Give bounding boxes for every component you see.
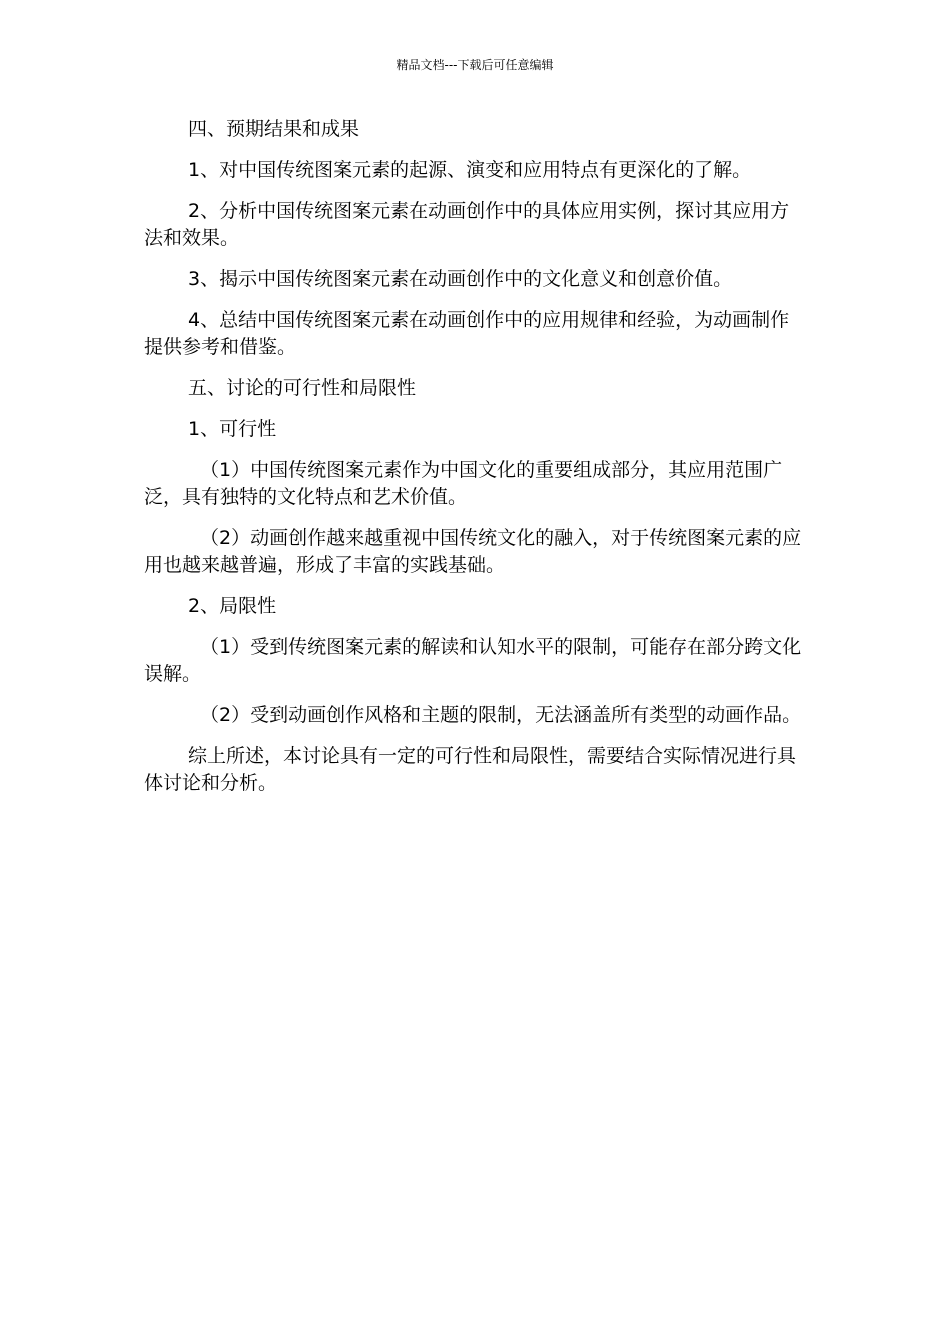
feasibility-item-1: （1）中国传统图案元素作为中国文化的重要组成部分，其应用范围广泛，具有独特的文化特点和艺术价值。 — [144, 459, 783, 508]
page-header: 精品文档---下载后可任意编辑 — [396, 58, 554, 72]
result-item-4: 4、总结中国传统图案元素在动画创作中的应用规律和经验，为动画制作提供参考和借鉴。 — [144, 309, 790, 358]
section-heading-feasibility: 五、讨论的可行性和局限性 — [188, 377, 417, 399]
document-body — [144, 116, 806, 811]
subheading-feasibility: 1、可行性 — [188, 418, 277, 440]
limitation-item-1: （1）受到传统图案元素的解读和认知水平的限制，可能存在部分跨文化误解。 — [144, 636, 802, 685]
result-item-2: 2、分析中国传统图案元素在动画创作中的具体应用实例，探讨其应用方法和效果。 — [144, 200, 790, 249]
conclusion-paragraph: 综上所述，本讨论具有一定的可行性和局限性，需要结合实际情况进行具体讨论和分析。 — [144, 745, 797, 794]
feasibility-item-2: （2）动画创作越来越重视中国传统文化的融入，对于传统图案元素的应用也越来越普遍，形成了丰富的实践基础。 — [144, 527, 802, 576]
result-item-1: 1、对中国传统图案元素的起源、演变和应用特点有更深化的了解。 — [188, 159, 752, 181]
result-item-3: 3、揭示中国传统图案元素在动画创作中的文化意义和创意价值。 — [188, 268, 733, 290]
subheading-limitations: 2、局限性 — [188, 595, 277, 617]
limitation-item-2: （2）受到动画创作风格和主题的限制，无法涵盖所有类型的动画作品。 — [200, 704, 802, 726]
section-heading-expected-results: 四、预期结果和成果 — [188, 118, 360, 140]
